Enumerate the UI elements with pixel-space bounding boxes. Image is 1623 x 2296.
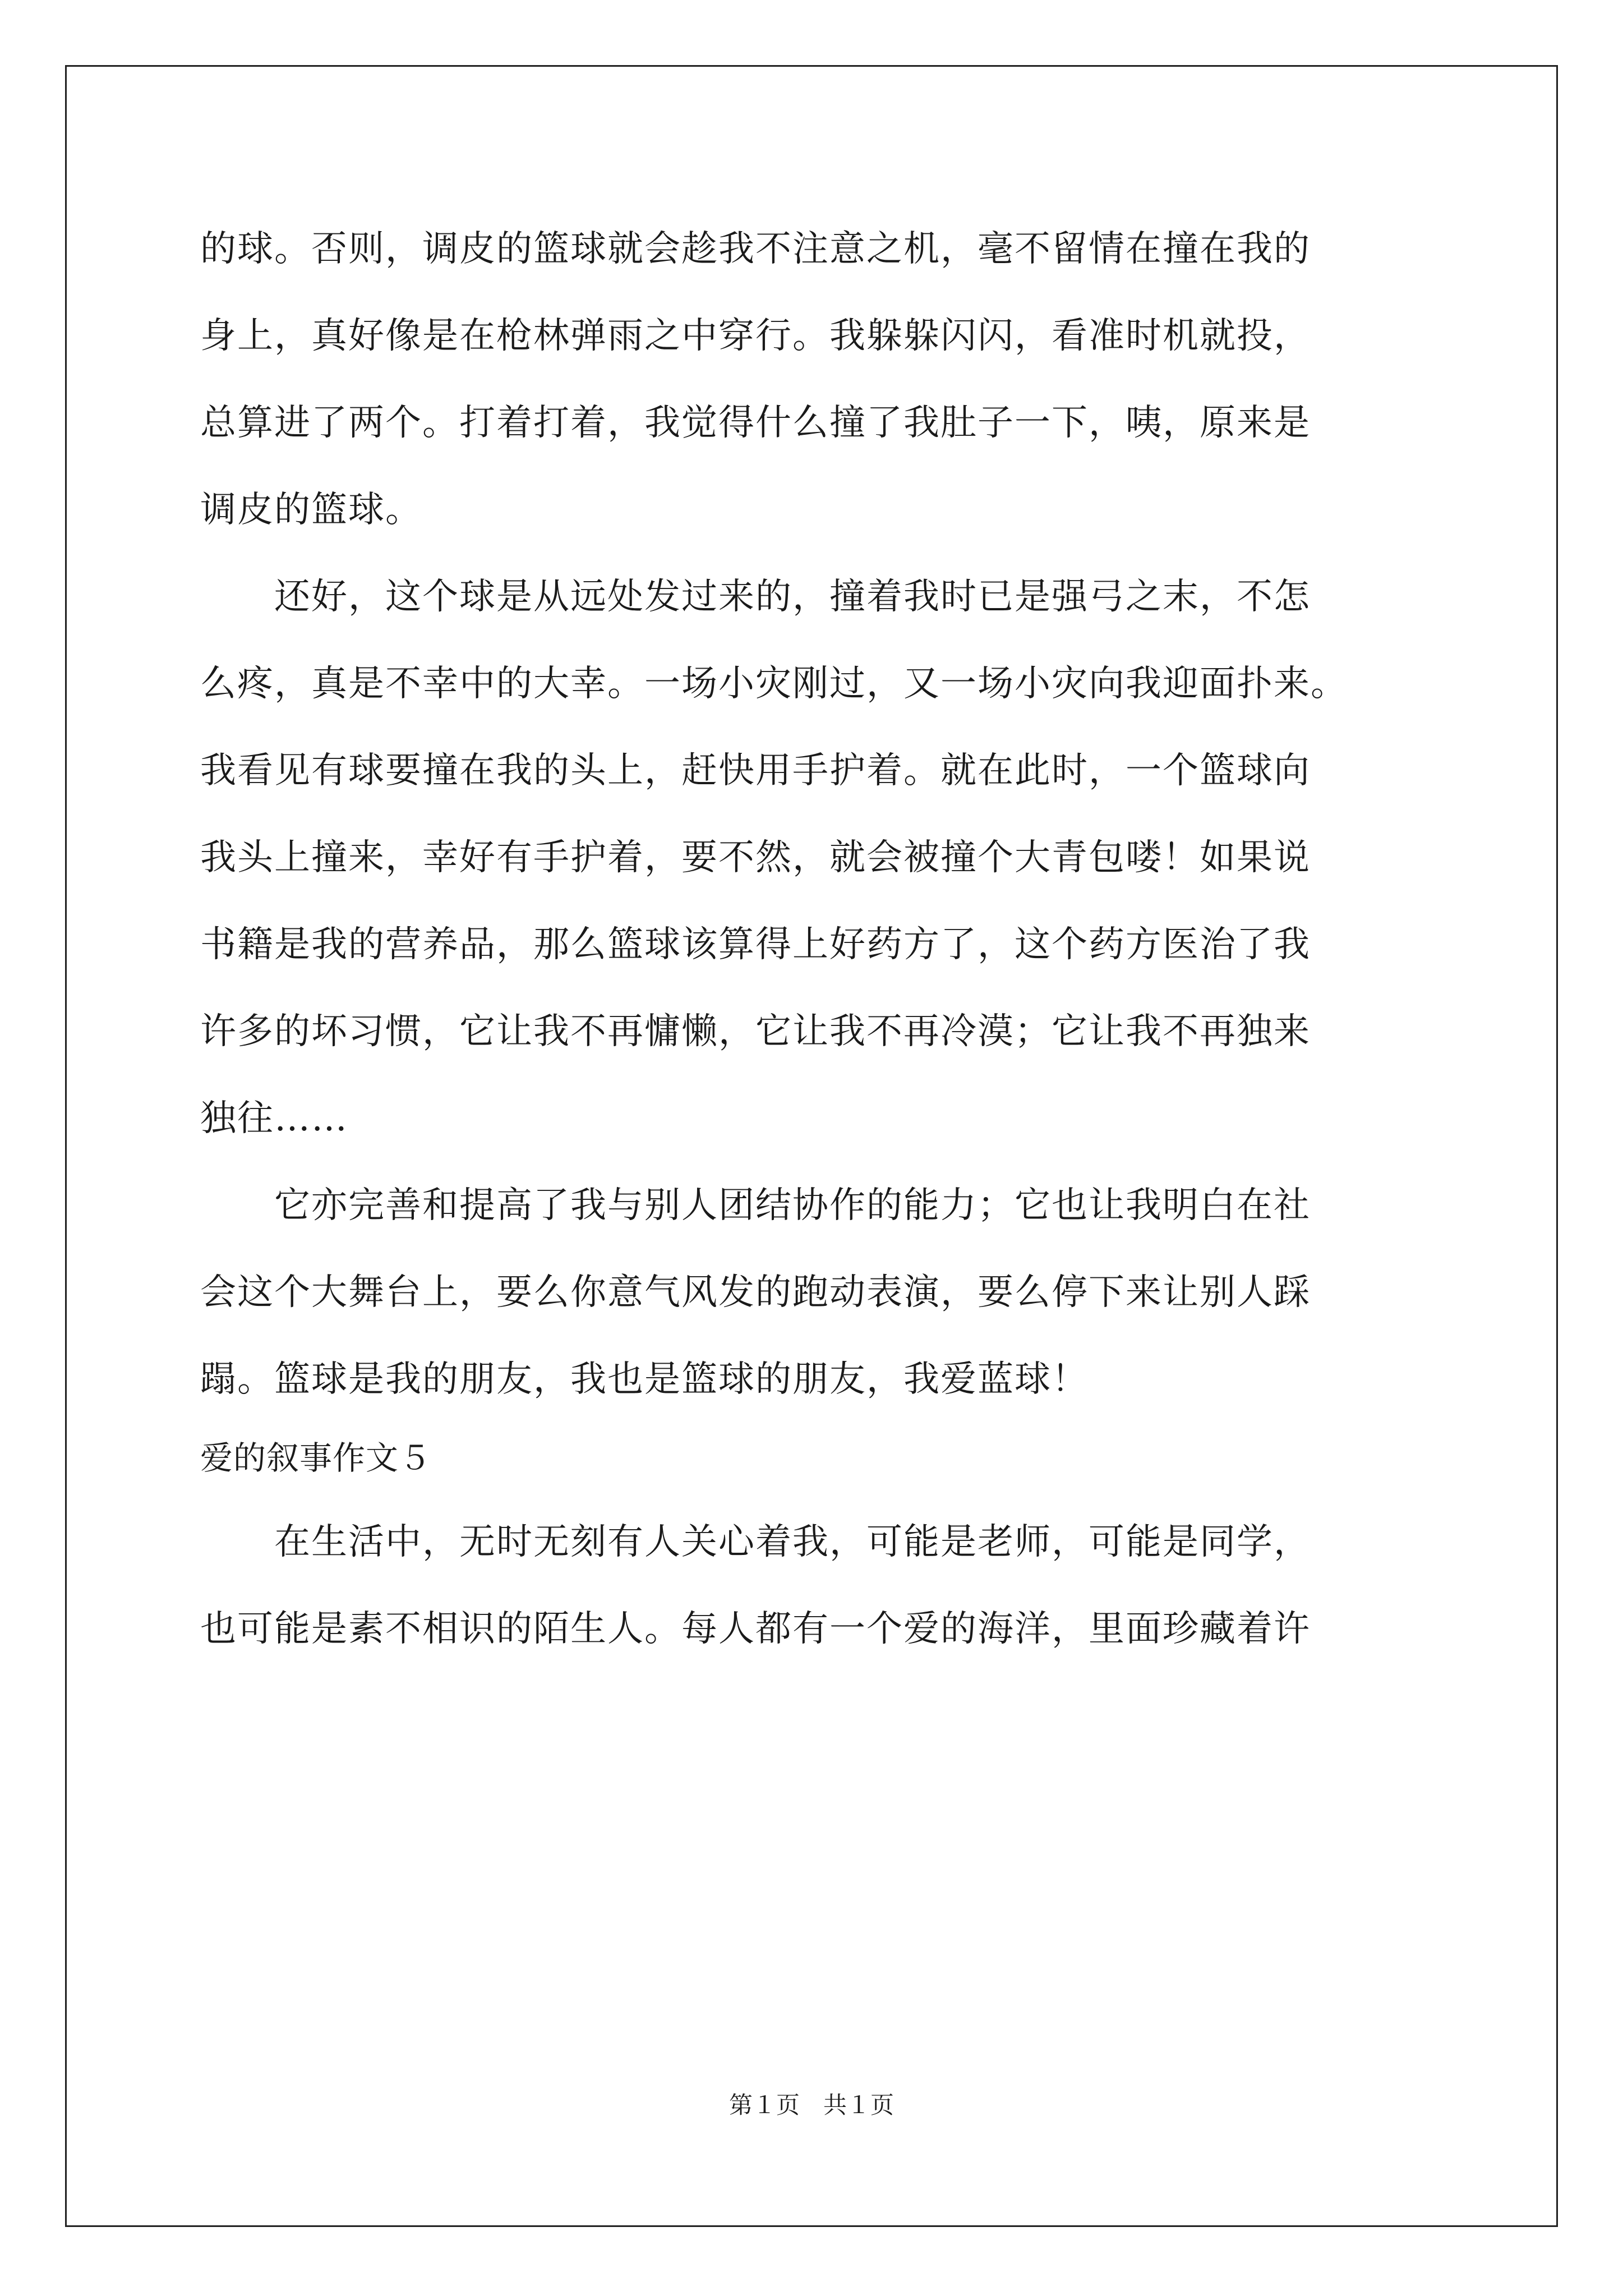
section-heading: 爱的叙事作文５ [200,1439,432,1477]
page-footer: 第１页 共１页 [728,2091,894,2119]
body-line: 么疼，真是不幸中的大幸。一场小灾刚过，又一场小灾向我迎面扑来。 [200,663,1348,705]
body-line: 在生活中，无时无刻有人关心着我，可能是老师，可能是同学， [200,1521,1311,1563]
body-line: 身上，真好像是在枪林弹雨之中穿行。我躲躲闪闪，看准时机就投， [200,315,1311,357]
body-line: 的球。否则，调皮的篮球就会趁我不注意之机，毫不留情在撞在我的 [200,228,1311,270]
body-line: 调皮的篮球。 [200,489,422,531]
body-line: 独往…… [200,1098,348,1139]
body-line: 我头上撞来，幸好有手护着，要不然，就会被撞个大青包喽！如果说 [200,837,1311,878]
body-line: 也可能是素不相识的陌生人。每人都有一个爱的海洋，里面珍藏着许 [200,1608,1311,1650]
body-line: 会这个大舞台上，要么你意气风发的跑动表演，要么停下来让别人踩 [200,1272,1311,1313]
page-border [65,65,1558,2227]
body-line: 许多的坏习惯，它让我不再慵懒，它让我不再冷漠；它让我不再独来 [200,1011,1311,1052]
body-line: 书籍是我的营养品，那么篮球该算得上好药方了，这个药方医治了我 [200,924,1311,965]
body-line: 我看见有球要撞在我的头上，赶快用手护着。就在此时，一个篮球向 [200,750,1311,792]
body-line: 还好，这个球是从远处发过来的，撞着我时已是强弓之末，不怎 [200,576,1311,618]
body-line: 它亦完善和提高了我与别人团结协作的能力；它也让我明白在社 [200,1185,1311,1226]
body-line: 总算进了两个。打着打着，我觉得什么撞了我肚子一下，咦，原来是 [200,402,1311,444]
body-line: 蹋。篮球是我的朋友，我也是篮球的朋友，我爱蓝球！ [200,1359,1089,1400]
